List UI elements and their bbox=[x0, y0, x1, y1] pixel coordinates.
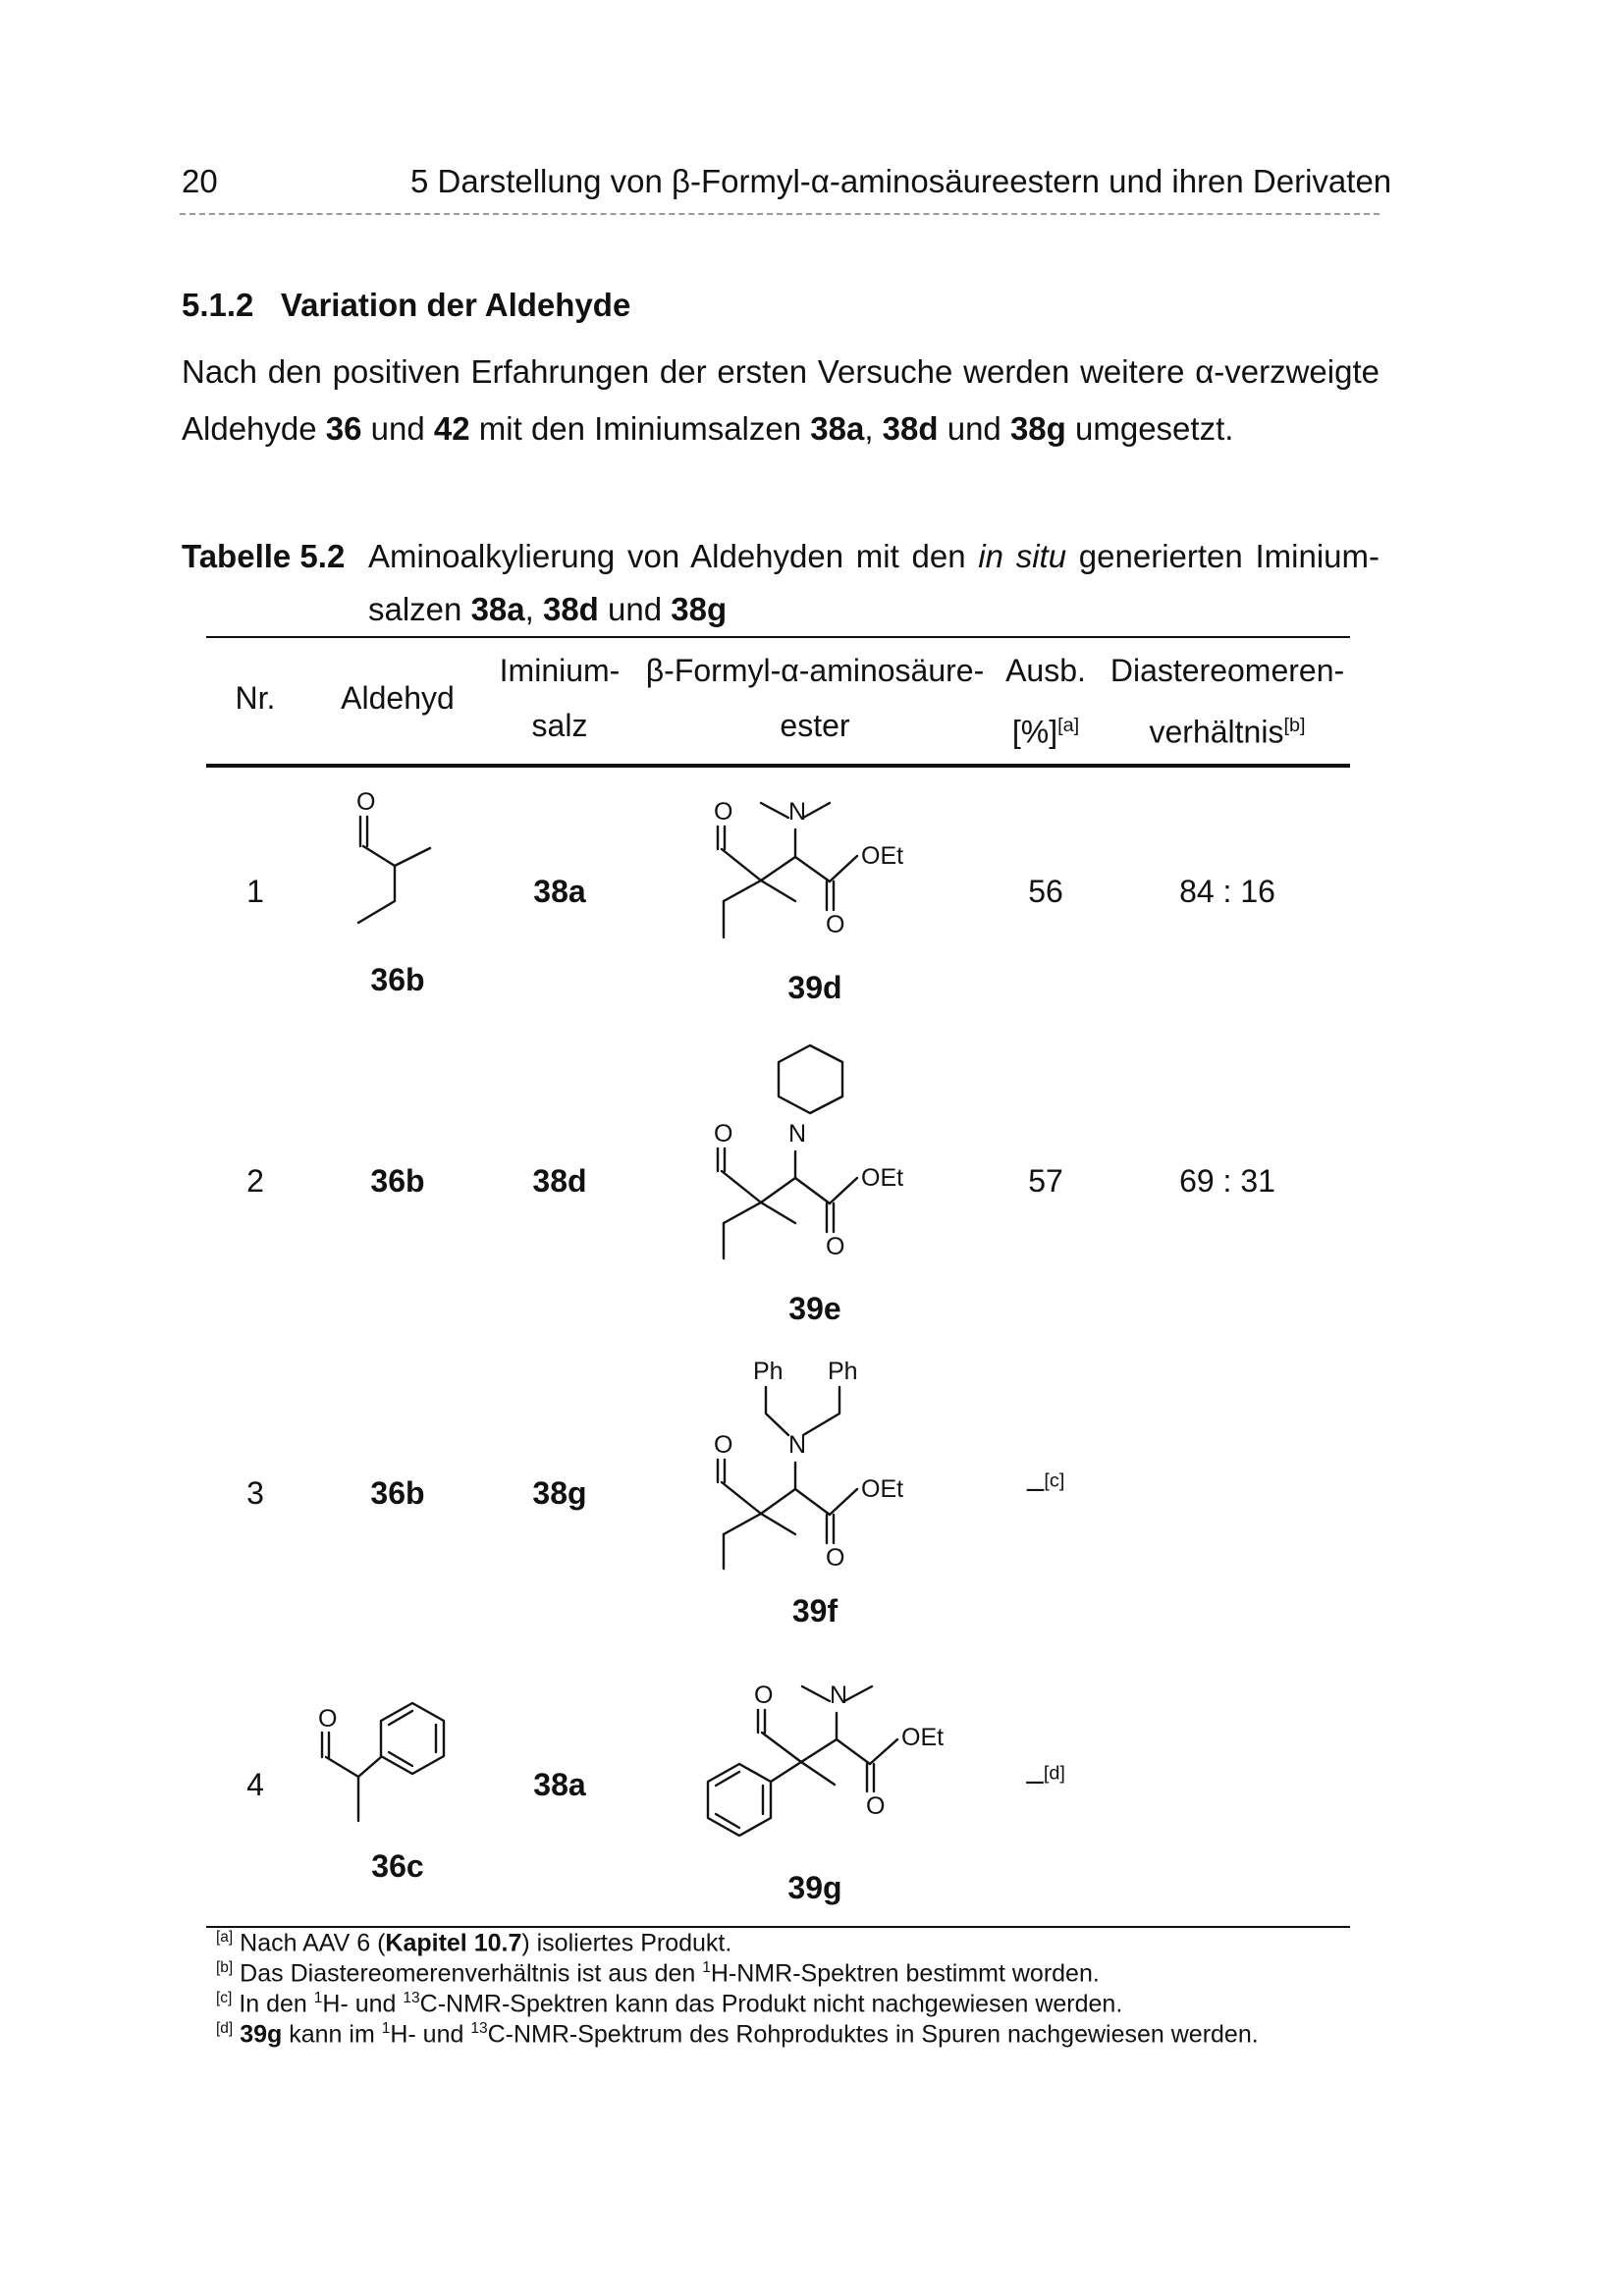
th-ausbeute: Ausb. [%][a] bbox=[1005, 653, 1086, 750]
footnote-a: [a] Nach AAV 6 (Kapitel 10.7) isoliertes Produkt. bbox=[216, 1929, 732, 1957]
row3-aldehyd: 36b bbox=[370, 1475, 425, 1511]
structure-39f bbox=[702, 1355, 957, 1580]
svg-text:N: N bbox=[830, 1682, 848, 1709]
row2-aldehyd: 36b bbox=[370, 1163, 425, 1199]
row1-aldehyd: 36b bbox=[370, 962, 425, 997]
svg-text:O: O bbox=[714, 798, 733, 826]
svg-text:OEt: OEt bbox=[861, 842, 904, 870]
th-nr: Nr. bbox=[235, 680, 276, 716]
structure-36c bbox=[304, 1693, 481, 1841]
row3-salz: 38g bbox=[532, 1475, 587, 1511]
row1-ester: 39d bbox=[787, 970, 842, 1005]
structure-39d bbox=[702, 785, 957, 942]
atom-o-label: O bbox=[356, 788, 376, 816]
structure-36b bbox=[334, 785, 461, 942]
svg-text:Ph: Ph bbox=[828, 1358, 858, 1385]
footnote-c: [c] In den $^1$H- und $^{13}$C-NMR-Spektren kann das Produkt nicht nachgewiesen werden. bbox=[216, 1990, 1123, 2018]
page-number: 20 bbox=[182, 163, 218, 199]
row2-salz: 38d bbox=[532, 1163, 587, 1199]
th-iminium: Iminium- salz bbox=[499, 653, 621, 743]
header-rule bbox=[180, 213, 1380, 215]
footnote-d: [d] 39g kann im $^1$H- und $^{13}$C-NMR-Spektrum des Rohproduktes in Spuren nachgewiesen werden. bbox=[216, 2020, 1259, 2049]
row4-nr: 4 bbox=[246, 1767, 264, 1802]
table-caption-text: Aminoalkylierung von Aldehyden mit den in situ generierten Iminium-salzen 38a, 38d und 38g bbox=[368, 538, 1380, 627]
svg-text:N: N bbox=[788, 1431, 807, 1459]
svg-text:O: O bbox=[826, 1233, 845, 1260]
svg-text:N: N bbox=[788, 798, 807, 826]
row4-salz: 38a bbox=[533, 1767, 586, 1802]
section-title: Variation der Aldehyde bbox=[280, 287, 631, 323]
row4-aldehyd: 36c bbox=[371, 1848, 424, 1884]
running-title: 5 Darstellung von β-Formyl-α-aminosäureestern und ihren Derivaten bbox=[410, 163, 1392, 199]
table-header-rule bbox=[206, 764, 1350, 768]
row3-nr: 3 bbox=[246, 1475, 264, 1511]
row2-dr: 69 : 31 bbox=[1179, 1163, 1275, 1199]
row4-ester: 39g bbox=[787, 1870, 842, 1905]
th-ester: β-Formyl-α-aminosäure- ester bbox=[645, 653, 985, 743]
row3-ausbeute: –[c] bbox=[1026, 1469, 1065, 1505]
svg-text:O: O bbox=[866, 1792, 886, 1820]
body-paragraph: Nach den positiven Erfahrungen der ersten Versuche werden weitere α-verzweigte Aldehyde 36 und 42 mit den Iminiumsalzen 38a, 38d und 38g umgesetzt. bbox=[182, 353, 1380, 447]
row1-ausbeute: 56 bbox=[1028, 874, 1063, 909]
row2-nr: 2 bbox=[246, 1163, 264, 1199]
row2-ausbeute: 57 bbox=[1028, 1163, 1063, 1199]
row2-ester: 39e bbox=[788, 1291, 841, 1326]
svg-text:O: O bbox=[826, 911, 845, 938]
row4-ausbeute: –[d] bbox=[1026, 1762, 1065, 1797]
svg-text:O: O bbox=[714, 1431, 733, 1459]
svg-text:Ph: Ph bbox=[753, 1358, 784, 1385]
svg-text:O: O bbox=[714, 1120, 733, 1148]
structure-39e bbox=[702, 1041, 957, 1266]
row1-dr: 84 : 16 bbox=[1179, 874, 1275, 909]
svg-text:OEt: OEt bbox=[861, 1164, 904, 1192]
th-diastereomeren: Diastereomeren- verhältnis[b] bbox=[1109, 653, 1345, 750]
svg-text:OEt: OEt bbox=[901, 1724, 945, 1751]
table-bottom-rule bbox=[206, 1926, 1350, 1928]
table-top-rule bbox=[206, 636, 1350, 638]
row1-nr: 1 bbox=[246, 874, 264, 909]
th-aldehyd: Aldehyd bbox=[341, 680, 455, 716]
row1-salz: 38a bbox=[533, 874, 586, 909]
svg-text:O: O bbox=[754, 1682, 774, 1709]
svg-text:O: O bbox=[318, 1705, 338, 1733]
svg-text:N: N bbox=[788, 1120, 807, 1148]
footnote-b: [b] Das Diastereomerenverhältnis ist aus den $^1$H-NMR-Spektren bestimmt worden. bbox=[216, 1959, 1100, 1988]
table-caption-label: Tabelle 5.2 bbox=[182, 538, 346, 574]
svg-text:OEt: OEt bbox=[861, 1475, 904, 1503]
row3-ester: 39f bbox=[791, 1593, 839, 1629]
svg-text:O: O bbox=[826, 1544, 845, 1572]
section-number: 5.1.2 bbox=[182, 287, 254, 323]
structure-39g bbox=[677, 1669, 972, 1865]
section-heading bbox=[182, 287, 630, 324]
